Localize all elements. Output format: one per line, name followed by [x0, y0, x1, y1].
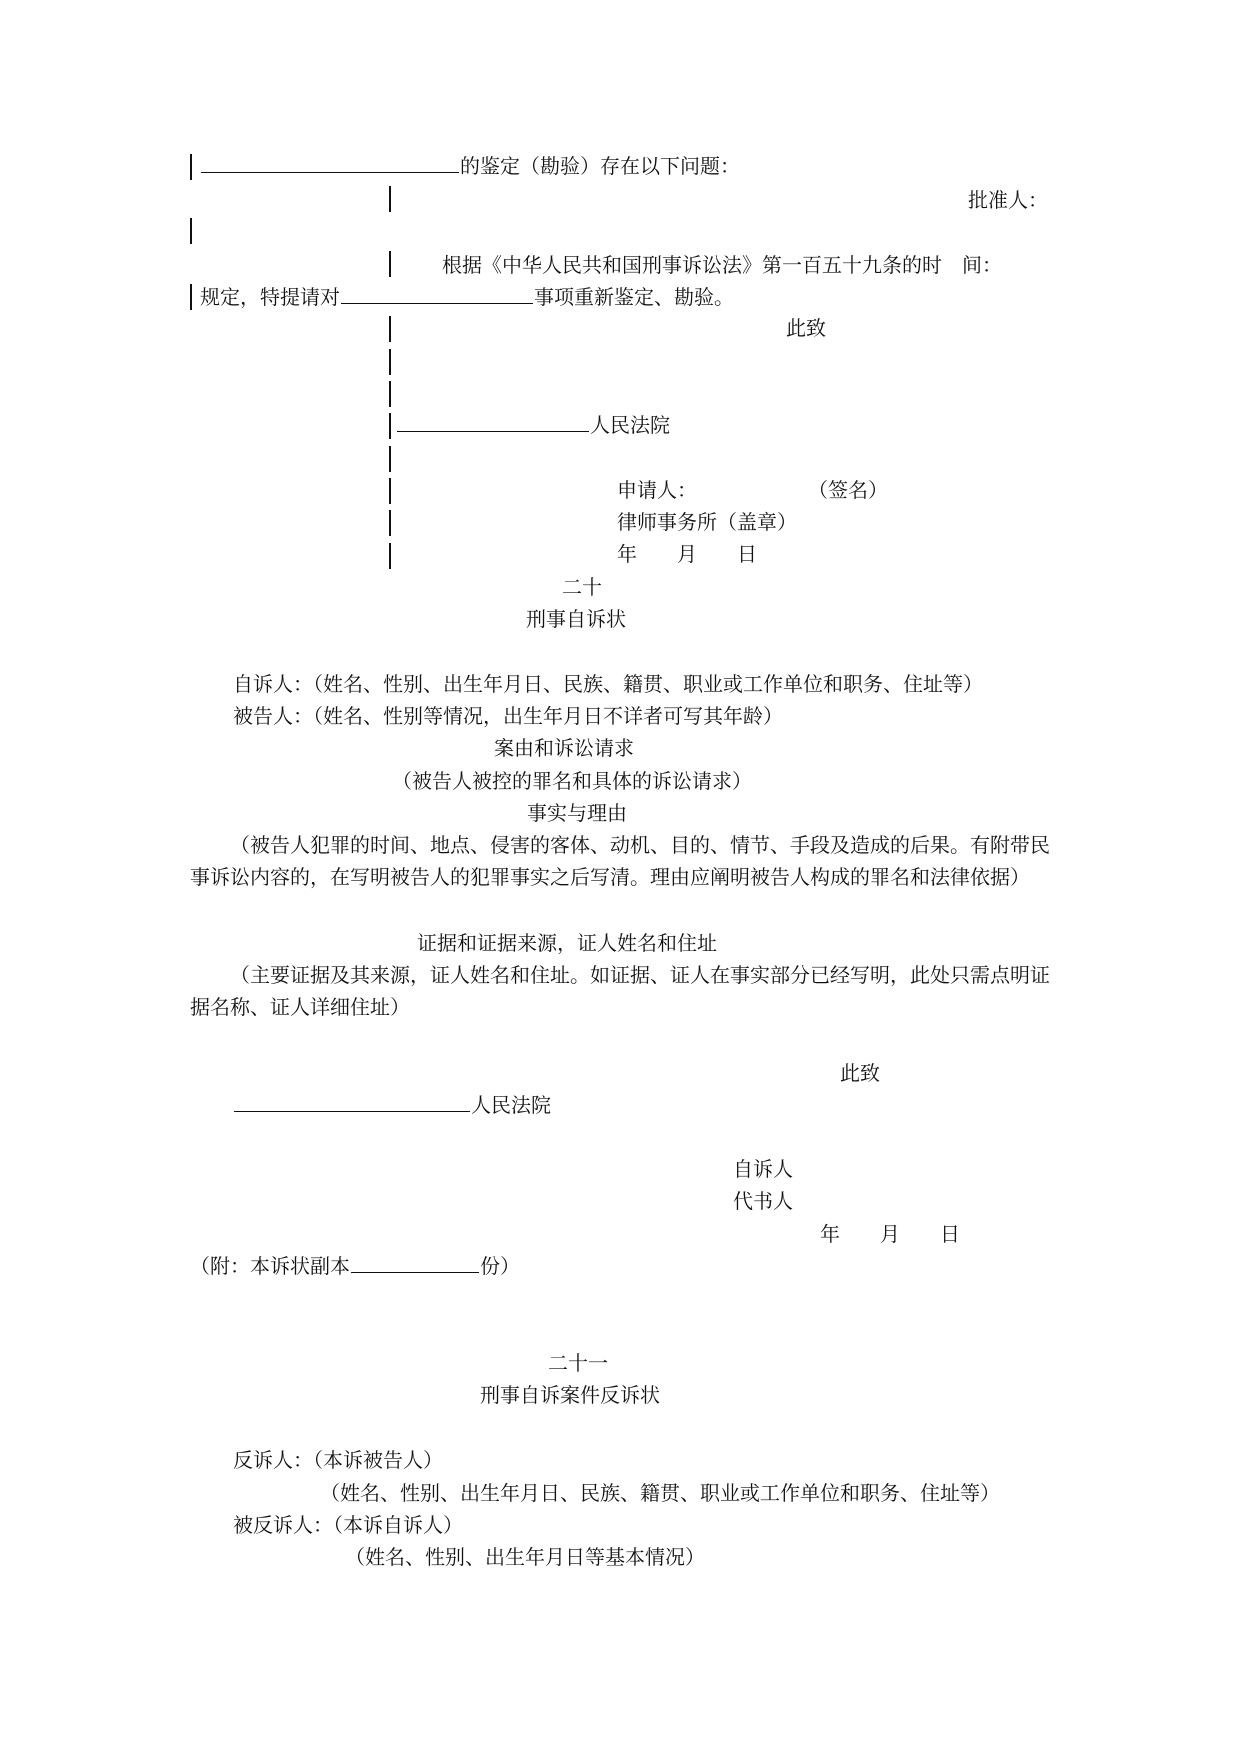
- sign-label: （签名）: [808, 478, 888, 502]
- blank-field[interactable]: [341, 283, 533, 304]
- salutation: 此致: [840, 1061, 880, 1085]
- evidence-note: （主要证据及其来源，证人姓名和住址。如证据、证人在事实部分已经写明，此处只需点明证据名称、证人详细住址）: [190, 963, 1050, 1019]
- counter-plaintiff-line: 反诉人：（本诉被告人）: [233, 1448, 443, 1472]
- border-bar: [389, 543, 391, 569]
- border-bar: [389, 446, 391, 472]
- law-basis-line: 根据《中华人民共和国刑事诉讼法》第一百五十九条的时 间：: [442, 253, 1002, 277]
- court-line: [233, 1091, 551, 1119]
- border-bar: [389, 510, 391, 536]
- border-bar: [389, 316, 391, 342]
- salutation: 此致: [786, 316, 826, 340]
- facts-note: （被告人犯罪的时间、地点、侵害的客体、动机、目的、情节、手段及造成的后果。有附带民事诉讼内容的，在写明被告人的犯罪事实之后写清。理由应阐明被告人构成的罪名和法律依据）: [190, 833, 1050, 889]
- section-title: 刑事自诉状: [526, 607, 626, 631]
- border-bar: [389, 251, 391, 277]
- problem-line-text: 的鉴定（勘验）存在以下问题：: [460, 154, 740, 178]
- attachment-prefix: （附：本诉状副本: [190, 1254, 350, 1278]
- plaintiff-line: 自诉人：（姓名、性别、出生年月日、民族、籍贯、职业或工作单位和职务、住址等）: [233, 672, 983, 696]
- counter-defendant-line: 被反诉人：（本诉自诉人）: [233, 1513, 463, 1537]
- section-number: 二十: [562, 575, 602, 599]
- counter-plaintiff-note: （姓名、性别、出生年月日、民族、籍贯、职业或工作单位和职务、住址等）: [320, 1481, 1000, 1505]
- attachment-line: [190, 1252, 520, 1280]
- date-line: 年 月 日: [820, 1222, 960, 1246]
- border-bar: [190, 154, 192, 180]
- counter-defendant-note: （姓名、性别、出生年月日等基本情况）: [345, 1545, 705, 1569]
- approver-label: 批准人：: [968, 188, 1048, 212]
- plaintiff-sign: 自诉人: [733, 1157, 793, 1181]
- date-line: 年 月 日: [617, 542, 757, 566]
- section-title: 刑事自诉案件反诉状: [480, 1383, 660, 1407]
- request-line: [200, 283, 734, 311]
- border-bar: [389, 478, 391, 504]
- border-bar: [190, 284, 192, 310]
- applicant-label: 申请人：: [617, 478, 697, 502]
- heading-cause: 案由和诉讼请求: [494, 736, 634, 760]
- section-number: 二十一: [548, 1351, 608, 1375]
- border-bar: [389, 413, 391, 439]
- court-suffix: 人民法院: [590, 413, 670, 437]
- border-bar: [190, 218, 192, 244]
- court-suffix: 人民法院: [471, 1093, 551, 1117]
- law-firm-label: 律师事务所（盖章）: [617, 510, 797, 534]
- heading-evidence: 证据和证据来源，证人姓名和住址: [417, 931, 717, 955]
- border-bar: [389, 186, 391, 212]
- scribe-sign: 代书人: [733, 1189, 793, 1213]
- blank-field[interactable]: [351, 1252, 479, 1273]
- problem-line: [200, 152, 740, 180]
- defendant-line: 被告人：（姓名、性别等情况，出生年月日不详者可写其年龄）: [233, 704, 783, 728]
- blank-field[interactable]: [234, 1091, 470, 1112]
- court-line: [396, 411, 670, 439]
- attachment-suffix: 份）: [480, 1254, 520, 1278]
- border-bar: [389, 381, 391, 407]
- blank-field[interactable]: [397, 411, 589, 432]
- blank-field[interactable]: [201, 152, 459, 173]
- cause-note: （被告人被控的罪名和具体的诉讼请求）: [392, 769, 752, 793]
- border-bar: [389, 349, 391, 375]
- heading-facts: 事实与理由: [527, 801, 627, 825]
- request-line-prefix: 规定，特提请对: [200, 285, 340, 309]
- request-line-suffix: 事项重新鉴定、勘验。: [534, 285, 734, 309]
